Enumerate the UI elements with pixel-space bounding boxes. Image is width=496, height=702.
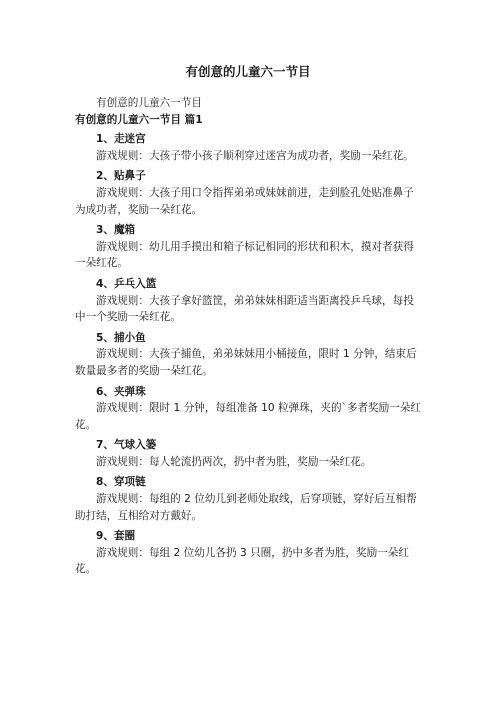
item-title: 9、套圈 xyxy=(96,530,136,543)
item-rule: 游戏规则：限时 1 分钟，每组准备 10 粒弹珠，夹的`多者奖励一朵红花。 xyxy=(75,402,422,431)
item-rule: 游戏规则：大孩子带小孩子顺利穿过迷宫为成功者，奖励一朵红花。 xyxy=(96,149,414,162)
item-rule: 游戏规则：幼儿用手摸出和箱子标记相同的形状和积木，摸对者获得一朵红花。 xyxy=(75,240,414,270)
item-title: 4、乒乓入篮 xyxy=(96,277,157,290)
item-rule: 游戏规则：每组 2 位幼儿各扔 3 只圈，扔中多者为胜，奖励一朵红花。 xyxy=(75,546,409,576)
item-rule: 游戏规则：大孩子用口令指挥弟弟或妹妹前进，走到脸孔处贴准鼻子为成功者，奖励一朵红花。 xyxy=(75,186,414,216)
item-rule: 游戏规则：每组的 2 位幼儿到老师处取线，后穿项链，穿好后互相帮助打结，互相给对方戴好。 xyxy=(75,493,417,522)
intro-line: 有创意的儿童六一节目 xyxy=(96,97,202,109)
document-body xyxy=(75,95,422,578)
document-title: 有创意的儿童六一节目 xyxy=(185,64,311,79)
item-title: 2、贴鼻子 xyxy=(96,170,146,183)
item-title: 3、魔箱 xyxy=(96,224,136,237)
item-title: 1、走迷宫 xyxy=(96,133,146,146)
item-title: 5、捕小鱼 xyxy=(96,331,146,344)
item-title: 7、气球入篓 xyxy=(96,439,157,452)
item-rule: 游戏规则：大孩子捕鱼，弟弟妹妹用小桶接鱼，限时 1 分钟，结束后数量最多者的奖励一朵红花。 xyxy=(75,348,417,377)
section-title: 有创意的儿童六一节目 篇1 xyxy=(75,113,203,126)
item-rule: 游戏规则：每人轮流扔两次，扔中者为胜，奖励一朵红花。 xyxy=(96,455,372,468)
item-rule: 游戏规则：大孩子拿好篮筐，弟弟妹妹相距适当距离投乒乓球，每投中一个奖励一朵红花。 xyxy=(75,294,414,324)
item-title: 8、穿项链 xyxy=(96,476,146,489)
item-title: 6、夹弹珠 xyxy=(96,385,146,398)
